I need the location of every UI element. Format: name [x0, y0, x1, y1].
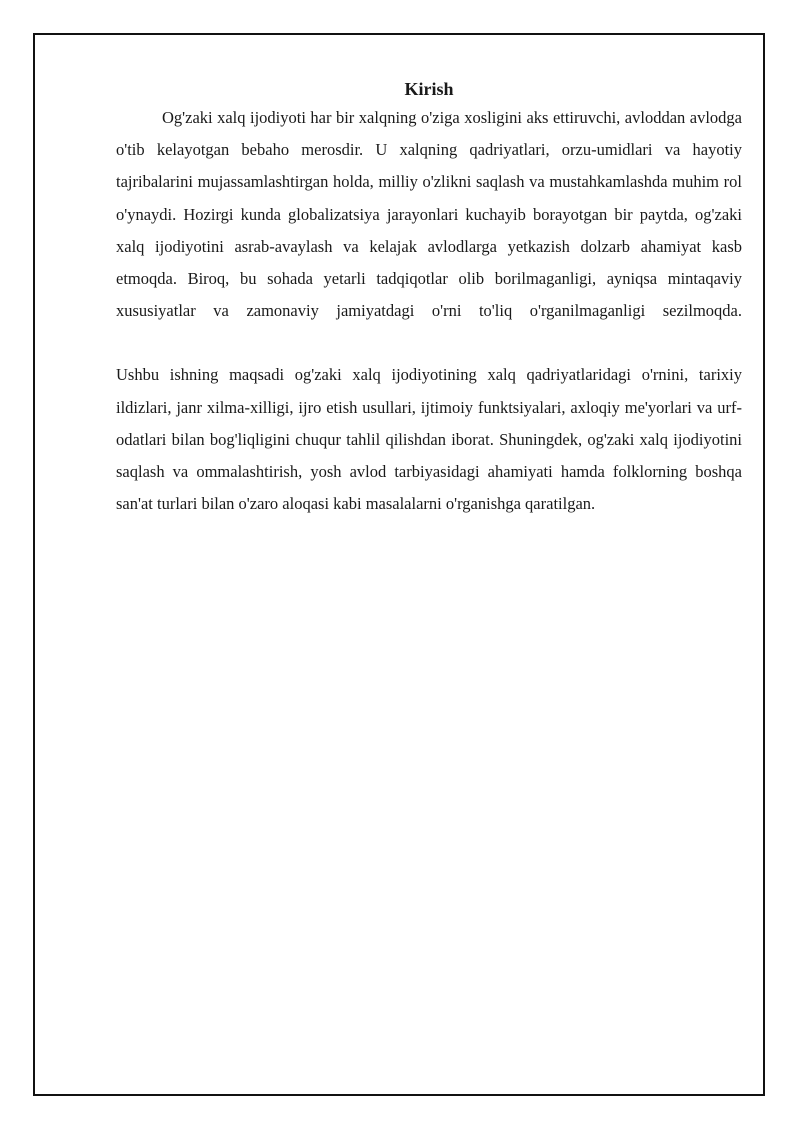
- paragraph-purpose: Ushbu ishning maqsadi og'zaki xalq ijodiyotining xalq qadriyatlaridagi o'rnini, tarixiy ildizlari, janr xilma-xilligi, ijro etish usullari, ijtimoiy funktsiyalari, axloqiy me'yorlari va urf-odatlari bilan bog'liqligini chuqur tahlil qilishdan iborat. Shuningdek, og'zaki xalq ijodiyotini saqlash va ommalashtirish, yosh avlod tarbiyasidagi ahamiyati hamda folklorning boshqa san'at turlari bilan o'zaro aloqasi kabi masalalarni o'rganishga qaratilgan.: [116, 365, 742, 514]
- document-body: [116, 76, 742, 520]
- page-title: Kirish: [404, 79, 454, 99]
- paragraph-intro: Og'zaki xalq ijodiyoti har bir xalqning o'ziga xosligini aks ettiruvchi, avloddan avlodga o'tib kelayotgan bebaho merosdir. U xalqning qadriyatlari, orzu-umidlari va hayotiy tajribalarini mujassamlashtirgan holda, milliy o'zlikni saqlash va mustahkamlashda muhim rol o'ynaydi. Hozirgi kunda globalizatsiya jarayonlari kuchayib borayotgan bir paytda, og'zaki xalq ijodiyotini asrab-avaylash va kelajak avlodlarga yetkazish dolzarb ahamiyat kasb etmoqda. Biroq, bu sohada yetarli tadqiqotlar olib borilmaganligi, ayniqsa mintaqaviy xususiyatlar va zamonaviy jamiyatdagi o'rni to'liq o'rganilmaganligi sezilmoqda.: [116, 108, 742, 321]
